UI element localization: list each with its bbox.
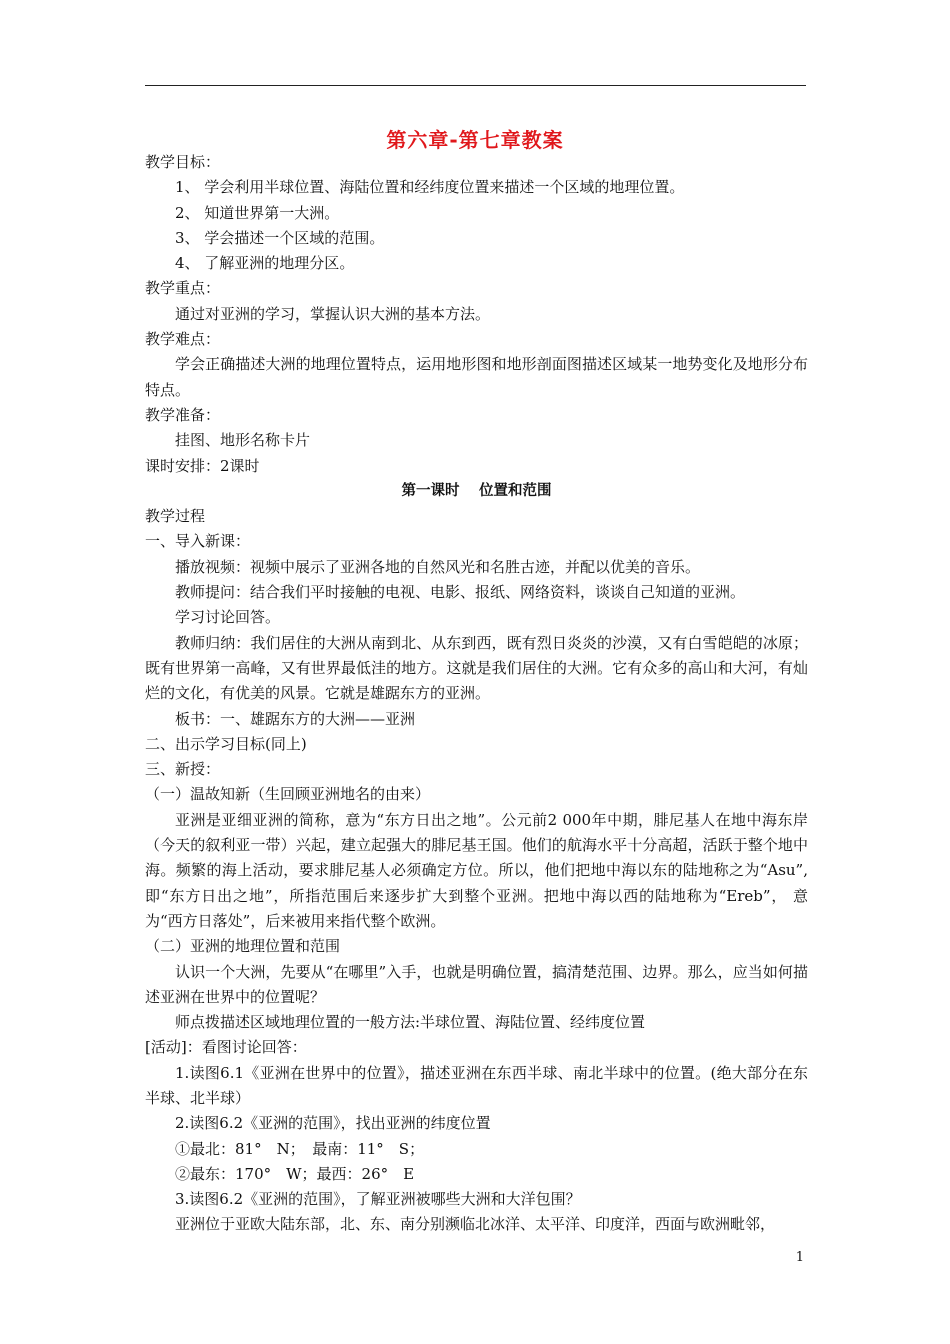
paragraph: 教师提问：结合我们平时接触的电视、电影、报纸、网络资料，谈谈自己知道的亚洲。 — [175, 583, 746, 602]
paragraph: 2、 知道世界第一大洲。 — [175, 203, 340, 222]
paragraph: 教学过程 — [145, 507, 206, 526]
paragraph: 通过对亚洲的学习，掌握认识大洲的基本方法。 — [175, 304, 491, 323]
paragraph: （二）亚洲的地理位置和范围 — [145, 937, 341, 956]
paragraph: 挂图、地形名称卡片 — [175, 431, 311, 450]
document-body — [145, 150, 808, 1238]
paragraph: 3.读图6.2《亚洲的范围》，了解亚洲被哪些大洲和大洋包围？ — [175, 1190, 581, 1209]
document-title: 第六章-第七章教案 — [386, 128, 564, 152]
paragraph: 教师归纳：我们居住的大洲从南到北、从东到西，既有烈日炎炎的沙漠，又有白雪皑皑的冰原；既有世界第一高峰，又有世界最低洼的地方。这就是我们居住的大洲。它有众多的高山和大河，有灿烂的文化，有优美的风景。它就是雄踞东方的亚洲。 — [145, 633, 808, 703]
page-number: 1 — [795, 1250, 804, 1265]
paragraph: ①最北：81° N； 最南：11° S； — [175, 1139, 425, 1158]
paragraph: （一）温故知新（生回顾亚洲地名的由来） — [145, 785, 431, 804]
paragraph: 教学难点： — [145, 330, 221, 349]
paragraph: 播放视频：视频中展示了亚洲各地的自然风光和名胜古迹，并配以优美的音乐。 — [175, 557, 701, 576]
paragraph: 教学目标： — [145, 153, 221, 171]
paragraph: 亚洲位于亚欧大陆东部，北、东、南分别濒临北冰洋、太平洋、印度洋，西面与欧洲毗邻， — [175, 1215, 776, 1234]
paragraph: [活动]：看图讨论回答： — [145, 1038, 307, 1057]
paragraph: 亚洲是亚细亚洲的简称，意为“东方日出之地”。公元前2 000年中期，腓尼基人在地中海东岸（今天的叙利亚一带）兴起，建立起强大的腓尼基王国。他们的航海水平十分高超，活跃于整个地中海。频繁的海上活动，要求腓尼基人必须确定方位。所以，他们把地中海以东的陆地称之为“Asu”,即“东方日出之地”，所指范围后来逐步扩大到整个亚洲。把地中海以西的陆地称为“Ereb”， 意为“西方日落处”，后来被用来指代整个欧洲。 — [145, 810, 808, 930]
paragraph: 3、 学会描述一个区域的范围。 — [175, 228, 385, 247]
paragraph: 教学重点： — [145, 279, 221, 298]
paragraph: 学习讨论回答。 — [175, 608, 281, 627]
paragraph: 课时安排：2课时 — [145, 456, 260, 475]
paragraph: 学会正确描述大洲的地理位置特点，运用地形图和地形剖面图描述区域某一地势变化及地形分布特点。 — [145, 355, 808, 399]
paragraph: ②最东：170° W；最西：26° E — [175, 1164, 415, 1183]
header-rule — [145, 85, 806, 86]
paragraph: 4、 了解亚洲的地理分区。 — [175, 254, 355, 273]
paragraph: 板书：一、雄踞东方的大洲——亚洲 — [175, 709, 416, 728]
paragraph: 三、新授： — [145, 760, 221, 779]
paragraph: 教学准备： — [145, 405, 221, 424]
paragraph: 师点拨描述区域地理位置的一般方法:半球位置、海陆位置、经纬度位置 — [175, 1013, 646, 1032]
paragraph: 二、出示学习目标(同上) — [145, 734, 307, 753]
paragraph: 2.读图6.2《亚洲的范围》，找出亚洲的纬度位置 — [175, 1114, 491, 1133]
paragraph: 一、导入新课： — [145, 532, 251, 551]
section-heading: 第一课时 位置和范围 — [401, 482, 552, 499]
paragraph: 认识一个大洲，先要从“在哪里”入手，也就是明确位置，搞清楚范围、边界。那么，应当如何描述亚洲在世界中的位置呢？ — [145, 962, 808, 1006]
paragraph: 1.读图6.1《亚洲在世界中的位置》，描述亚洲在东西半球、南北半球中的位置。(绝大部分在东半球、北半球） — [145, 1063, 808, 1107]
paragraph: 1、 学会利用半球位置、海陆位置和经纬度位置来描述一个区域的地理位置。 — [175, 178, 685, 197]
